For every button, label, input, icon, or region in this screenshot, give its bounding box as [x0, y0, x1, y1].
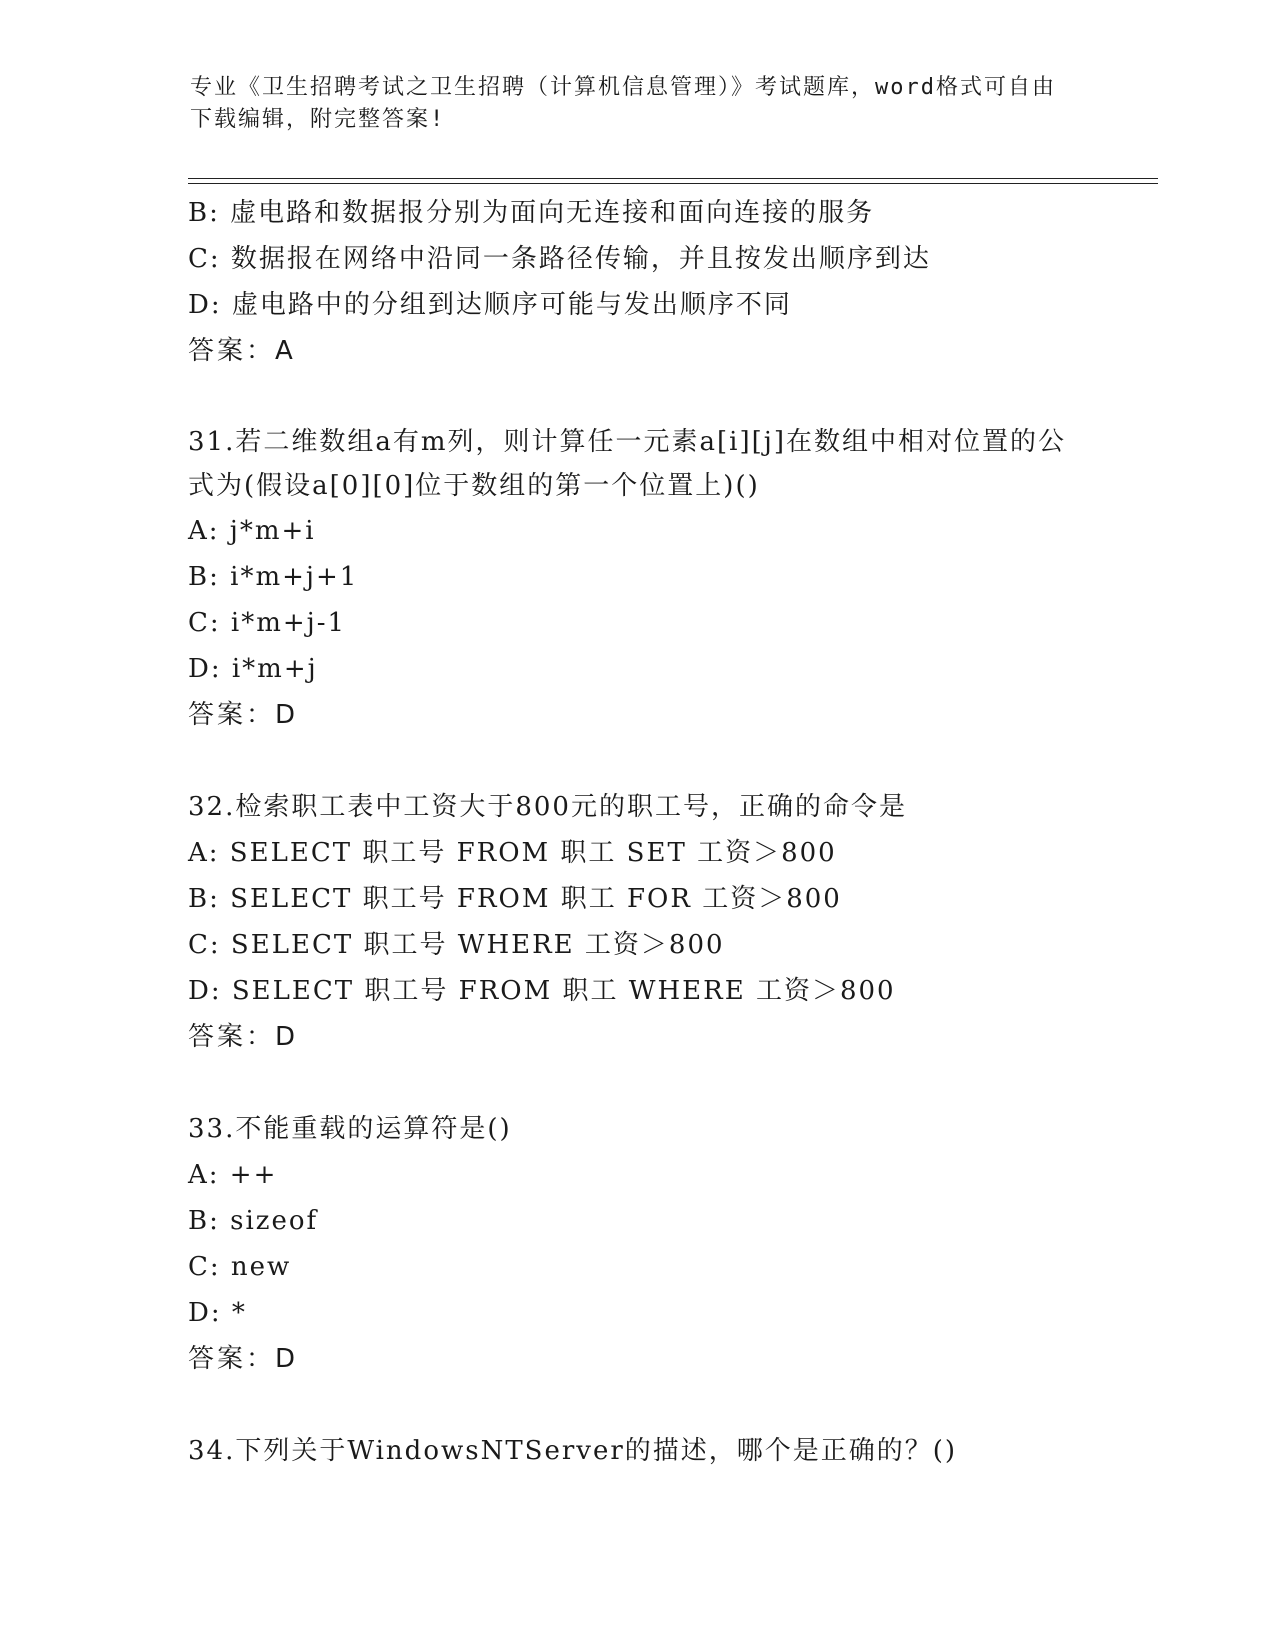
option-a: A: SELECT 职工号 FROM 职工 SET 工资＞800	[188, 838, 837, 868]
answer-line: 答案：D	[188, 1344, 299, 1374]
question-stem: 32.检索职工表中工资大于800元的职工号，正确的命令是	[188, 792, 907, 822]
header-divider-top	[188, 178, 1158, 179]
question-31	[188, 420, 1088, 738]
question-34	[188, 1428, 1088, 1474]
option-c: C: SELECT 职工号 WHERE 工资＞800	[188, 930, 725, 960]
answer-line: 答案：A	[188, 336, 296, 366]
answer-line: 答案：D	[188, 1022, 299, 1052]
option-c: C: i*m+j-1	[188, 608, 347, 638]
header-divider-bottom	[188, 183, 1158, 184]
option-c: C: 数据报在网络中沿同一条路径传输，并且按发出顺序到达	[188, 244, 931, 274]
option-d: D: i*m+j	[188, 654, 318, 684]
option-b: B: sizeof	[188, 1206, 319, 1236]
spacer	[188, 738, 1088, 784]
question-stem: 31.若二维数组a有m列，则计算任一元素a[i][j]在数组中相对位置的公式为(假设a[0][0]位于数组的第一个位置上)()	[188, 427, 1066, 501]
option-b: B: i*m+j+1	[188, 562, 359, 592]
option-a: A: j*m+i	[188, 516, 316, 546]
document-header: 专业《卫生招聘考试之卫生招聘（计算机信息管理）》考试题库，word格式可自由下载编辑，附完整答案!	[190, 75, 1056, 132]
question-stem: 33.不能重载的运算符是()	[188, 1114, 512, 1144]
option-d: D: SELECT 职工号 FROM 职工 WHERE 工资＞800	[188, 976, 896, 1006]
spacer	[188, 1060, 1088, 1106]
option-c: C: new	[188, 1252, 292, 1282]
spacer	[188, 374, 1088, 420]
question-stem: 34.下列关于WindowsNTServer的描述，哪个是正确的？()	[188, 1436, 958, 1466]
question-33	[188, 1106, 1088, 1382]
question-30-continued	[188, 190, 1088, 374]
option-d: D: *	[188, 1298, 247, 1328]
option-d: D: 虚电路中的分组到达顺序可能与发出顺序不同	[188, 290, 792, 320]
option-a: A: ++	[188, 1160, 278, 1190]
option-b: B: 虚电路和数据报分别为面向无连接和面向连接的服务	[188, 198, 875, 228]
answer-line: 答案：D	[188, 700, 299, 730]
question-32	[188, 784, 1088, 1060]
spacer	[188, 1382, 1088, 1428]
option-b: B: SELECT 职工号 FROM 职工 FOR 工资＞800	[188, 884, 842, 914]
question-list	[188, 190, 1088, 1474]
